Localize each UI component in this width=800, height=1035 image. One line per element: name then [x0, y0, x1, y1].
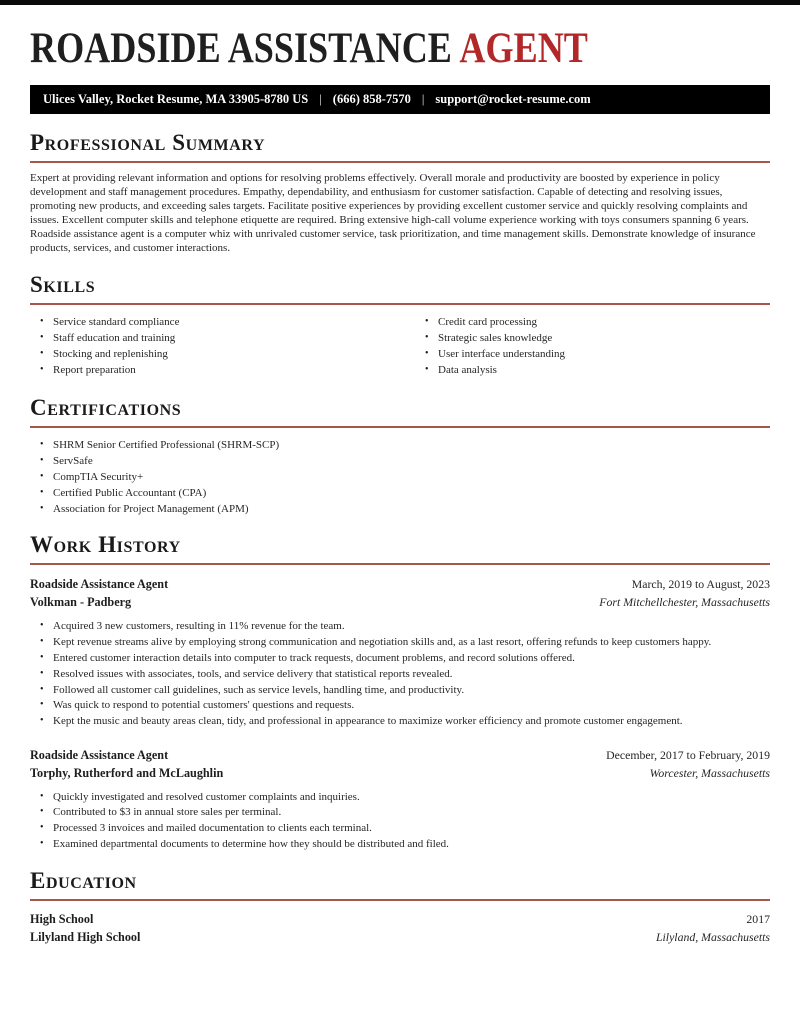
job-location: Worcester, Massachusetts: [649, 765, 770, 780]
certifications-list: [30, 438, 770, 516]
section-professional-summary: [30, 131, 770, 256]
job-bullet-item: • Processed 3 invoices and mailed documentation to clients each terminal.: [30, 821, 770, 835]
certification-item: • CompTIA Security+: [30, 470, 770, 484]
job-bullet-item: • Was quick to respond to potential customers' questions and requests.: [30, 698, 770, 712]
skill-item: • Data analysis: [415, 363, 770, 377]
education-school-row: [30, 930, 770, 945]
top-accent-bar: [0, 0, 800, 5]
section-heading-work-history: Work History: [30, 531, 181, 557]
job-bullets: [30, 619, 770, 729]
contact-address: Ulices Valley, Rocket Resume, MA 33905-8780 US: [43, 92, 309, 107]
job-bullet-item: • Examined departmental documents to determine how they should be distributed and filed.: [30, 837, 770, 851]
page-title-main: ROADSIDE ASSISTANCE: [30, 25, 452, 72]
skill-item: • User interface understanding: [415, 347, 770, 361]
job-entry: [30, 748, 770, 852]
education-year: 2017: [746, 911, 770, 926]
skill-item: • Strategic sales knowledge: [415, 331, 770, 345]
job-bullet-item: • Acquired 3 new customers, resulting in 11% revenue for the team.: [30, 619, 770, 633]
job-bullet-item: • Followed all customer call guidelines, such as service levels, handling time, and productivity.: [30, 683, 770, 697]
job-title-row: [30, 577, 770, 592]
certification-item: • ServSafe: [30, 454, 770, 468]
education-location: Lilyland, Massachusetts: [655, 929, 770, 944]
job-bullet-item: • Resolved issues with associates, tools, and service delivery that statistical reports revealed.: [30, 667, 770, 681]
skills-list-left: [30, 315, 385, 379]
certification-item: • Certified Public Accountant (CPA): [30, 486, 770, 500]
section-heading-certifications: Certifications: [30, 394, 182, 420]
resume-page: [0, 26, 800, 945]
section-heading-education: Education: [30, 867, 137, 893]
job-company-row: [30, 766, 770, 781]
section-work-history: [30, 533, 770, 852]
job-dates: December, 2017 to February, 2019: [606, 747, 770, 762]
job-title: Roadside Assistance Agent: [30, 576, 169, 591]
section-divider: [30, 899, 770, 901]
job-bullet-item: • Entered customer interaction details into computer to track requests, document problems, and record solutions offered.: [30, 651, 770, 665]
section-skills: [30, 273, 770, 379]
job-company: Volkman - Padberg: [30, 594, 132, 609]
contact-separator: |: [421, 92, 425, 107]
job-company: Torphy, Rutherford and McLaughlin: [30, 765, 224, 780]
skills-list-right: [415, 315, 770, 379]
certification-item: • SHRM Senior Certified Professional (SHRM-SCP): [30, 438, 770, 452]
contact-bar: [30, 85, 770, 114]
job-bullets: [30, 790, 770, 852]
job-bullet-item: • Contributed to $3 in annual store sales per terminal.: [30, 805, 770, 819]
section-education: [30, 869, 770, 945]
job-title: Roadside Assistance Agent: [30, 747, 169, 762]
contact-phone: (666) 858-7570: [332, 92, 411, 107]
section-divider: [30, 161, 770, 163]
contact-email: support@rocket-resume.com: [435, 92, 591, 107]
section-divider: [30, 563, 770, 565]
skill-item: • Service standard compliance: [30, 315, 385, 329]
skill-item: • Staff education and training: [30, 331, 385, 345]
page-title: [30, 26, 652, 71]
education-degree-row: [30, 912, 770, 927]
education-entry: [30, 912, 770, 945]
job-entry: [30, 577, 770, 729]
page-title-accent: AGENT: [459, 25, 588, 72]
section-heading-skills: Skills: [30, 272, 96, 298]
section-divider: [30, 426, 770, 428]
job-bullet-item: • Quickly investigated and resolved customer complaints and inquiries.: [30, 790, 770, 804]
job-bullet-item: • Kept revenue streams alive by employing strong communication and negotiation skills and, as a last resort, offering refunds to keep customers happy.: [30, 635, 770, 649]
job-title-row: [30, 748, 770, 763]
summary-text: Expert at providing relevant information and options for resolving problems effectively. Overall morale and productivity are boosted by experience in policy development and staff management procedures. Empathy, dependability, and enthusiasm for customer satisfaction. Capable of detecting and resolving issues, promoting new products, and exceeding sales targets. Facilitate positive experiences by providing excellent customer service and quickly resolving complaints and issues. Excellent computer skills and telephone etiquette are required. Bring extensive high-call volume experience working with toys consumers spanning 6 years. Roadside assistance agent is a computer whiz with unrivaled customer service, task prioritization, and time management skills. Demonstrate knowledge of insurance products, services, and customer interactions.: [30, 172, 756, 255]
skills-columns: [30, 305, 770, 379]
skill-item: • Stocking and replenishing: [30, 347, 385, 361]
job-company-row: [30, 595, 770, 610]
skill-item: • Report preparation: [30, 363, 385, 377]
education-school: Lilyland High School: [30, 929, 141, 944]
job-location: Fort Mitchellchester, Massachusetts: [599, 594, 770, 609]
job-bullet-item: • Kept the music and beauty areas clean, tidy, and professional in appearance to maximize worker efficiency and promote customer engagement.: [30, 714, 770, 728]
skill-item: • Credit card processing: [415, 315, 770, 329]
certification-item: • Association for Project Management (APM): [30, 502, 770, 516]
contact-separator: |: [319, 92, 322, 107]
education-degree: High School: [30, 911, 94, 926]
job-dates: March, 2019 to August, 2023: [631, 576, 770, 591]
section-heading-professional-summary: Professional Summary: [30, 130, 266, 156]
section-certifications: [30, 396, 770, 516]
